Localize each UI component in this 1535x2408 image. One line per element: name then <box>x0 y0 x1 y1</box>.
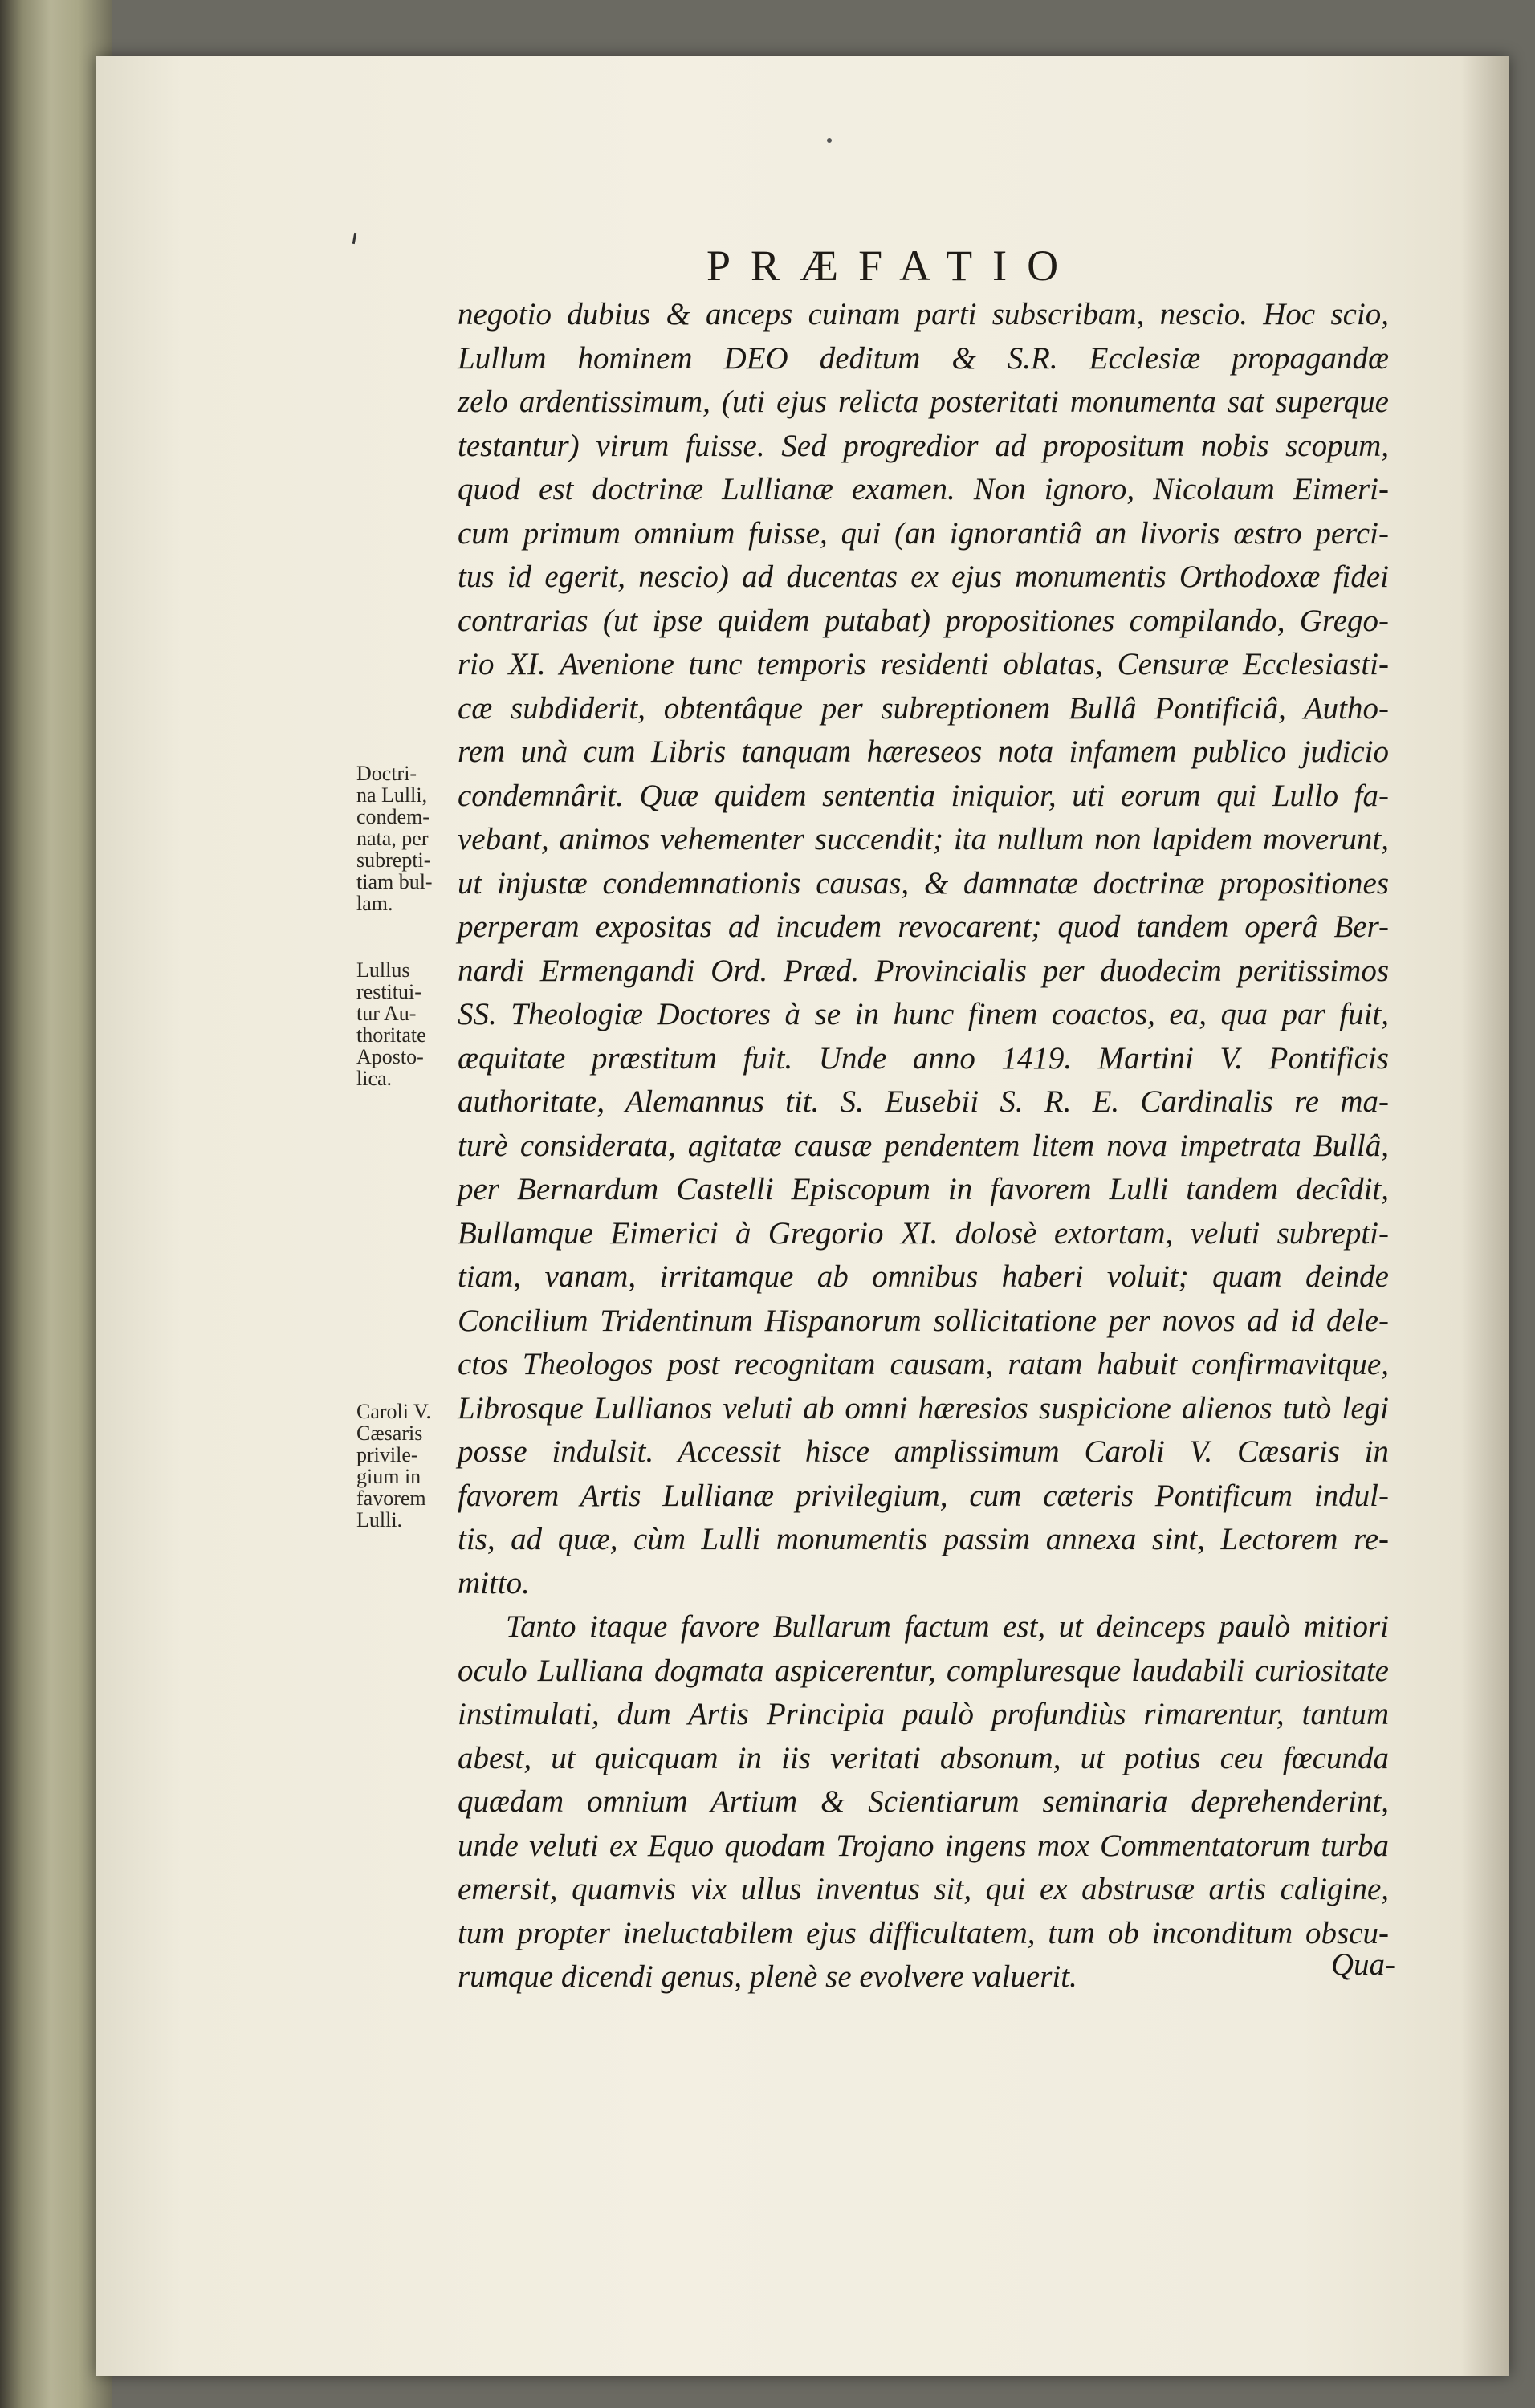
page-edge-shadow <box>1461 56 1509 2376</box>
text-line: oculo Lulliana dogmata aspicerentur, compluresque laudabili curiositate <box>458 1653 1389 1688</box>
text-line: perperam expositas ad incudem revocarent; quod tandem operâ Ber- <box>458 909 1389 944</box>
text-line: ctos Theologos post recognitam causam, ratam habuit confirmavitque, <box>458 1347 1389 1381</box>
text-line: turè considerata, agitatæ causæ pendentem litem nova impetrata Bullâ, <box>458 1128 1389 1163</box>
text-line: condemnârit. Quæ quidem sententia iniquior, uti eorum qui Lullo fa- <box>458 778 1389 813</box>
text-line: mitto. <box>458 1565 530 1601</box>
text-line: ut injustæ condemnationis causas, & damnatæ doctrinæ propositiones <box>458 865 1389 901</box>
margin-note-line: thoritate <box>356 1023 426 1047</box>
margin-note-line: lica. <box>356 1067 393 1090</box>
margin-note-line: tiam bul- <box>356 870 433 893</box>
text-line: Lullum hominem DEO deditum & S.R. Ecclesiæ propagandæ <box>458 340 1389 376</box>
text-line: nardi Ermengandi Ord. Præd. Provincialis per duodecim peritissimos <box>458 953 1389 988</box>
text-line: Concilium Tridentinum Hispanorum sollicitatione per novos ad id dele- <box>458 1303 1389 1338</box>
margin-note-line: gium in <box>356 1465 421 1488</box>
catchword: Qua- <box>1330 1947 1395 1982</box>
margin-note-line: na Lulli, <box>356 783 428 807</box>
text-line: SS. Theologiæ Doctores à se in hunc finem coactos, ea, qua par fuit, <box>458 997 1389 1031</box>
text-line: posse indulsit. Accessit hisce amplissimum Caroli V. Cæsaris in <box>458 1434 1389 1469</box>
text-line: favorem Artis Lullianæ privilegium, cum cæteris Pontificum indul- <box>458 1478 1389 1513</box>
margin-note-line: nata, per <box>356 827 429 850</box>
margin-note-line: Aposto- <box>356 1045 424 1068</box>
text-line: tis, ad quæ, cùm Lulli monumentis passim annexa sint, Lectorem re- <box>458 1522 1389 1556</box>
margin-note-line: lam. <box>356 892 393 915</box>
text-line: instimulati, dum Artis Principia paulò profundiùs rimarentur, tantum <box>458 1697 1389 1731</box>
margin-note-line: privile- <box>356 1443 418 1466</box>
book-binding <box>0 0 112 2408</box>
text-line: tum propter ineluctabilem ejus difficultatem, tum ob inconditum obscu- <box>458 1915 1389 1950</box>
text-line: vebant, animos vehementer succendit; ita nullum non lapidem moverunt, <box>458 822 1389 856</box>
text-line: rumque dicendi genus, plenè se evolvere valuerit. <box>458 1959 1077 1994</box>
margin-note-line: Caroli V. <box>356 1400 431 1423</box>
text-line: emersit, quamvis vix ullus inventus sit, qui ex abstrusæ artis caligine, <box>458 1872 1389 1906</box>
text-line: rio XI. Avenione tunc temporis residenti oblatas, Censuræ Ecclesiasti- <box>458 647 1389 681</box>
text-line: quædam omnium Artium & Scientiarum seminaria deprehenderint, <box>458 1784 1389 1819</box>
text-line: abest, ut quicquam in iis veritati absonum, ut potius ceu fœcunda <box>458 1740 1389 1775</box>
text-line: zelo ardentissimum, (uti ejus relicta posteritati monumenta sat superque <box>458 384 1389 419</box>
margin-note-line: tur Au- <box>356 1002 417 1025</box>
margin-note-line: Cæsaris <box>356 1422 423 1445</box>
text-line: cæ subdiderit, obtentâque per subreptionem Bullâ Pontificiâ, Autho- <box>458 690 1389 726</box>
text-line: æquitate præstitum fuit. Unde anno 1419. Martini V. Pontificis <box>458 1040 1389 1076</box>
text-line: rem unà cum Libris tanquam hæreseos nota infamem publico judicio <box>458 734 1389 769</box>
running-title: PRÆFATIO <box>706 242 1079 290</box>
text-line: authoritate, Alemannus tit. S. Eusebii S. R. E. Cardinalis re ma- <box>458 1084 1389 1119</box>
margin-note-line: restitui- <box>356 980 421 1003</box>
margin-note-line: Lulli. <box>356 1508 403 1531</box>
text-line: per Bernardum Castelli Episcopum in favorem Lulli tandem decîdit, <box>458 1172 1389 1206</box>
text-line: contrarias (ut ipse quidem putabat) propositiones compilando, Grego- <box>458 603 1389 638</box>
text-line: tus id egerit, nescio) ad ducentas ex ejus monumentis Orthodoxæ fidei <box>458 559 1389 594</box>
body-text <box>458 293 1389 1999</box>
margin-note-caroli <box>356 1401 451 1531</box>
text-line: Librosque Lullianos veluti ab omni hæresios suspicione alienos tutò legi <box>458 1390 1389 1426</box>
text-line: cum primum omnium fuisse, qui (an ignorantiâ an livoris œstro perci- <box>458 515 1389 551</box>
margin-note-line: condem- <box>356 805 430 828</box>
margin-note-line: favorem <box>356 1487 426 1510</box>
text-line: tiam, vanam, irritamque ab omnibus haberi voluit; quam deinde <box>458 1259 1389 1294</box>
text-line: testantur) virum fuisse. Sed progredior ad propositum nobis scopum, <box>458 428 1389 463</box>
text-line: Tanto itaque favore Bullarum factum est, ut deinceps paulò mitiori <box>506 1609 1389 1644</box>
margin-note-doctrina <box>356 763 451 914</box>
margin-note-line: Lullus <box>356 958 410 982</box>
text-line: unde veluti ex Equo quodam Trojano ingens mox Commentatorum turba <box>458 1828 1389 1863</box>
margin-note-line: subrepti- <box>356 848 431 872</box>
printer-dot <box>827 138 832 143</box>
text-line: quod est doctrinæ Lullianæ examen. Non ignoro, Nicolaum Eimeri- <box>458 472 1389 506</box>
margin-note-lullus <box>356 959 451 1089</box>
text-line: Bullamque Eimerici à Gregorio XI. dolosè extortam, veluti subrepti- <box>458 1215 1389 1251</box>
margin-note-line: Doctri- <box>356 762 417 785</box>
text-line: negotio dubius & anceps cuinam parti subscribam, nescio. Hoc scio, <box>458 297 1389 332</box>
